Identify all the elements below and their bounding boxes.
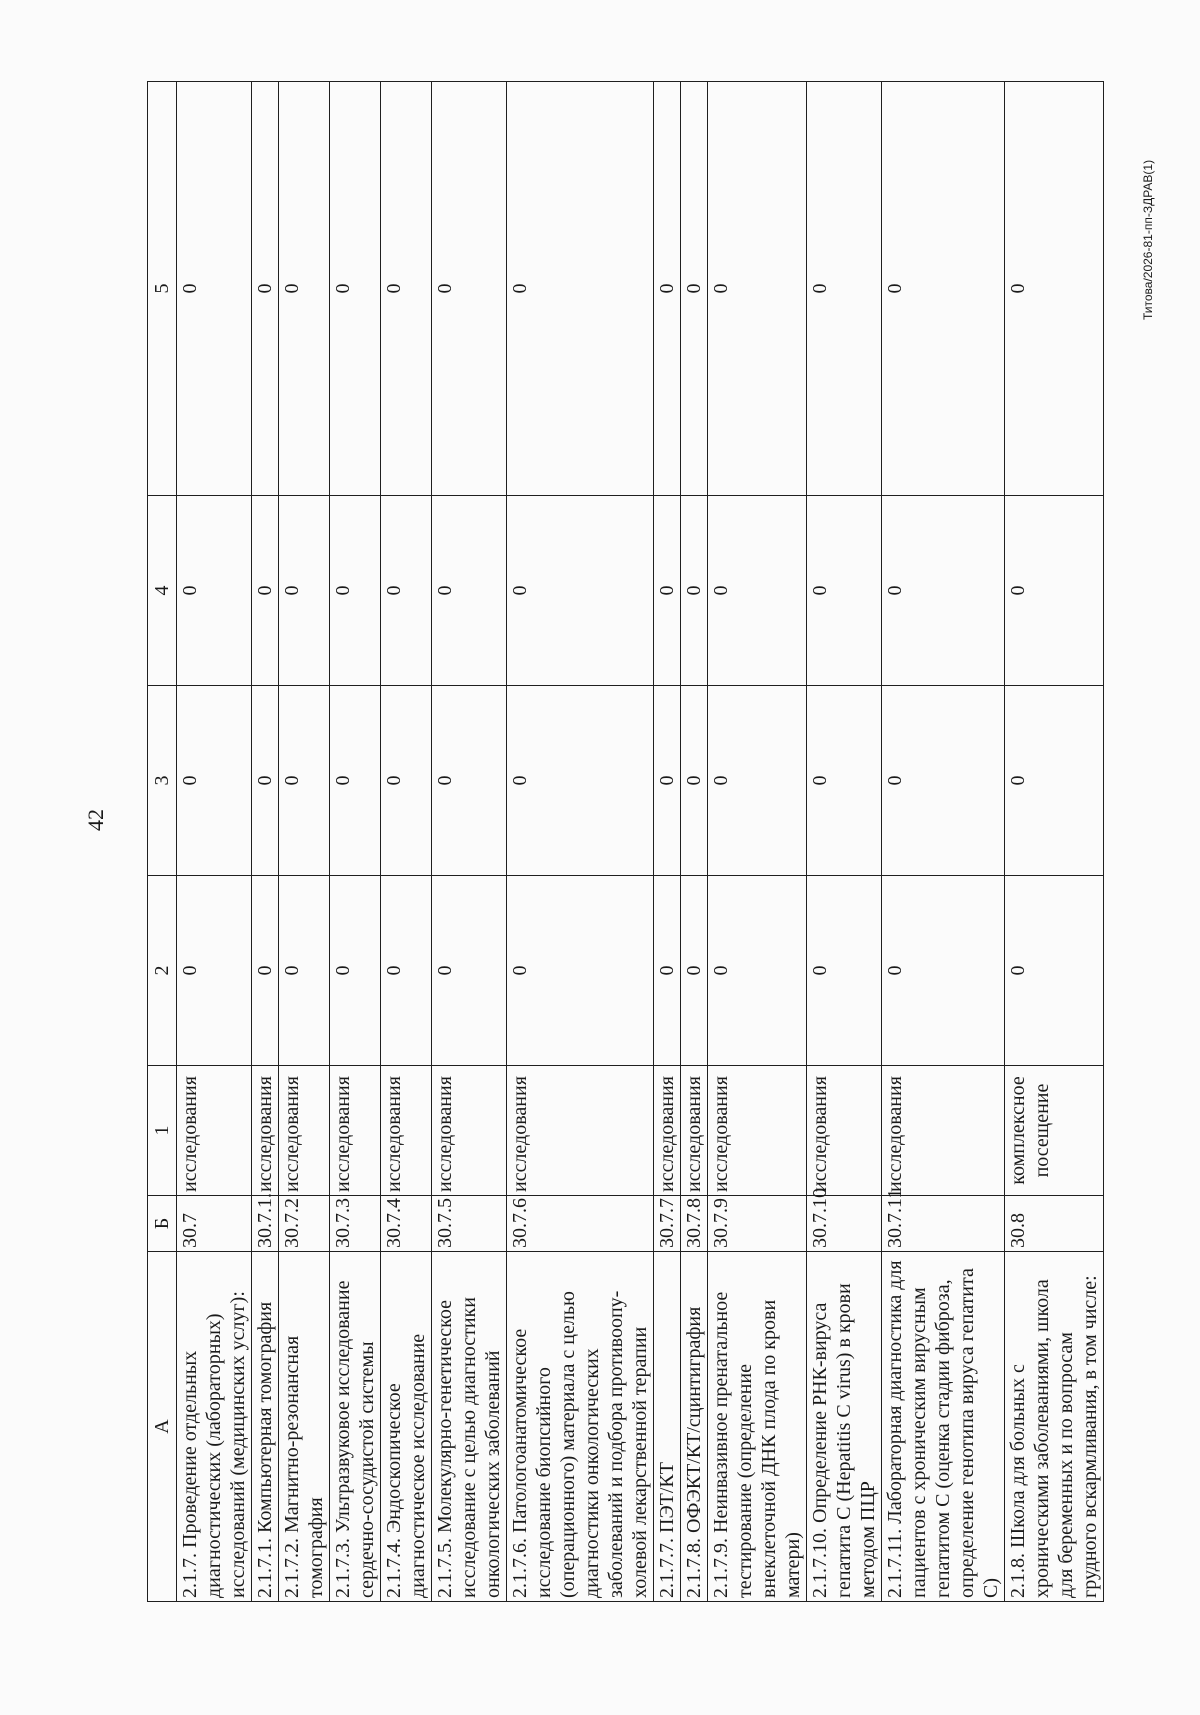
value-col-4: 0 (681, 496, 708, 686)
row-code: 30.7.2 (279, 1196, 330, 1252)
value-col-5: 0 (279, 82, 330, 496)
value-col-3: 0 (330, 686, 381, 876)
unit-cell: исследования (432, 1066, 507, 1196)
value-col-5: 0 (432, 82, 507, 496)
value-col-4: 0 (1005, 496, 1104, 686)
row-code: 30.7.3 (330, 1196, 381, 1252)
value-col-3: 0 (432, 686, 507, 876)
value-col-2: 0 (654, 876, 681, 1066)
value-col-3: 0 (1005, 686, 1104, 876)
table-row (807, 82, 882, 1602)
value-col-5: 0 (252, 82, 279, 496)
rotated-table-wrapper (147, 12, 1117, 1602)
value-col-2: 0 (681, 876, 708, 1066)
service-name: 2.1.7. Проведение отдельных диагностических (лабораторных) исследований (медицинских услуг): (177, 1252, 252, 1602)
service-name: 2.1.7.5. Молекулярно-генетическое исследование с целью диагностики онкологических заболеваний (432, 1252, 507, 1602)
value-col-3: 0 (807, 686, 882, 876)
value-col-4: 0 (279, 496, 330, 686)
value-col-3: 0 (279, 686, 330, 876)
value-col-5: 0 (507, 82, 654, 496)
document-code: Титова/2026-81-пп-ЗДРАВ(1) (1141, 159, 1155, 320)
value-col-5: 0 (330, 82, 381, 496)
row-code: 30.7.6 (507, 1196, 654, 1252)
value-col-2: 0 (279, 876, 330, 1066)
header-cell-1: 1 (148, 1066, 177, 1196)
services-table (147, 81, 1104, 1602)
page-number: 42 (83, 809, 108, 831)
table-row (177, 82, 252, 1602)
unit-cell: исследования (507, 1066, 654, 1196)
value-col-4: 0 (507, 496, 654, 686)
value-col-4: 0 (330, 496, 381, 686)
service-name: 2.1.8. Школа для больных с хроническими заболеваниями, школа для беременных и по вопросам грудного вскармливания, в том числе: (1005, 1252, 1104, 1602)
unit-cell: исследования (654, 1066, 681, 1196)
service-name: 2.1.7.8. ОФЭКТ/КТ/сцинтиграфия (681, 1252, 708, 1602)
service-name: 2.1.7.3. Ультразвуковое исследование сердечно-сосудистой системы (330, 1252, 381, 1602)
value-col-2: 0 (708, 876, 807, 1066)
service-name: 2.1.7.7. ПЭТ/КТ (654, 1252, 681, 1602)
unit-cell: комплексное посещение (1005, 1066, 1104, 1196)
value-col-5: 0 (1005, 82, 1104, 496)
row-code: 30.7.9 (708, 1196, 807, 1252)
value-col-3: 0 (708, 686, 807, 876)
unit-cell: исследования (882, 1066, 1005, 1196)
value-col-3: 0 (654, 686, 681, 876)
unit-cell: исследования (381, 1066, 432, 1196)
value-col-2: 0 (507, 876, 654, 1066)
value-col-4: 0 (252, 496, 279, 686)
value-col-3: 0 (381, 686, 432, 876)
table-row (432, 82, 507, 1602)
value-col-2: 0 (432, 876, 507, 1066)
value-col-4: 0 (432, 496, 507, 686)
row-code: 30.7.4 (381, 1196, 432, 1252)
table-row (882, 82, 1005, 1602)
table-row (507, 82, 654, 1602)
value-col-5: 0 (654, 82, 681, 496)
table-row (279, 82, 330, 1602)
service-name: 2.1.7.9. Неинвазивное пренатальное тестирование (определение внеклеточной ДНК плода по крови матери) (708, 1252, 807, 1602)
value-col-2: 0 (882, 876, 1005, 1066)
value-col-5: 0 (882, 82, 1005, 496)
value-col-2: 0 (177, 876, 252, 1066)
row-code: 30.7.5 (432, 1196, 507, 1252)
header-cell-4: 4 (148, 496, 177, 686)
value-col-4: 0 (381, 496, 432, 686)
unit-cell: исследования (330, 1066, 381, 1196)
value-col-4: 0 (807, 496, 882, 686)
value-col-5: 0 (807, 82, 882, 496)
value-col-4: 0 (882, 496, 1005, 686)
row-code: 30.8 (1005, 1196, 1104, 1252)
value-col-2: 0 (1005, 876, 1104, 1066)
table-row (381, 82, 432, 1602)
value-col-5: 0 (381, 82, 432, 496)
table-row (252, 82, 279, 1602)
header-cell-b: Б (148, 1196, 177, 1252)
row-code: 30.7.8 (681, 1196, 708, 1252)
value-col-4: 0 (708, 496, 807, 686)
service-name: 2.1.7.1. Компьютерная томография (252, 1252, 279, 1602)
unit-cell: исследования (807, 1066, 882, 1196)
value-col-3: 0 (252, 686, 279, 876)
unit-cell: исследования (681, 1066, 708, 1196)
header-cell-5: 5 (148, 82, 177, 496)
service-name: 2.1.7.11. Лабораторная диагностика для пациентов с хроническим вирусным гепатитом С (оценка стадии фиброза, определение генотипа вируса гепатита С) (882, 1252, 1005, 1602)
value-col-3: 0 (177, 686, 252, 876)
value-col-5: 0 (681, 82, 708, 496)
row-code: 30.7.10 (807, 1196, 882, 1252)
value-col-4: 0 (654, 496, 681, 686)
service-name: 2.1.7.10. Определение РНК-вируса гепатита С (Hepatitis C virus) в крови методом ПЦР (807, 1252, 882, 1602)
table-row (681, 82, 708, 1602)
value-col-2: 0 (252, 876, 279, 1066)
unit-cell: исследования (252, 1066, 279, 1196)
table-row (1005, 82, 1104, 1602)
value-col-5: 0 (177, 82, 252, 496)
row-code: 30.7.1. (252, 1196, 279, 1252)
service-name: 2.1.7.4. Эндоскопическое диагностическое исследование (381, 1252, 432, 1602)
value-col-3: 0 (507, 686, 654, 876)
header-cell-a: А (148, 1252, 177, 1602)
value-col-5: 0 (708, 82, 807, 496)
row-code: 30.7.7 (654, 1196, 681, 1252)
unit-cell: исследования (708, 1066, 807, 1196)
header-cell-3: 3 (148, 686, 177, 876)
value-col-2: 0 (807, 876, 882, 1066)
service-name: 2.1.7.2. Магнитно-резонансная томография (279, 1252, 330, 1602)
table-row (708, 82, 807, 1602)
table-row (330, 82, 381, 1602)
unit-cell: исследования (177, 1066, 252, 1196)
value-col-3: 0 (681, 686, 708, 876)
row-code: 30.7.11 (882, 1196, 1005, 1252)
header-cell-2: 2 (148, 876, 177, 1066)
row-code: 30.7 (177, 1196, 252, 1252)
value-col-2: 0 (330, 876, 381, 1066)
service-name: 2.1.7.6. Патологоанатомическое исследование биопсийного (операционного) материала с целью диагностики онкологических заболеваний и подбора противоопу-холевой лекарственной терапии (507, 1252, 654, 1602)
value-col-3: 0 (882, 686, 1005, 876)
table-row (654, 82, 681, 1602)
value-col-2: 0 (381, 876, 432, 1066)
value-col-4: 0 (177, 496, 252, 686)
table-header-row (148, 82, 177, 1602)
unit-cell: исследования (279, 1066, 330, 1196)
